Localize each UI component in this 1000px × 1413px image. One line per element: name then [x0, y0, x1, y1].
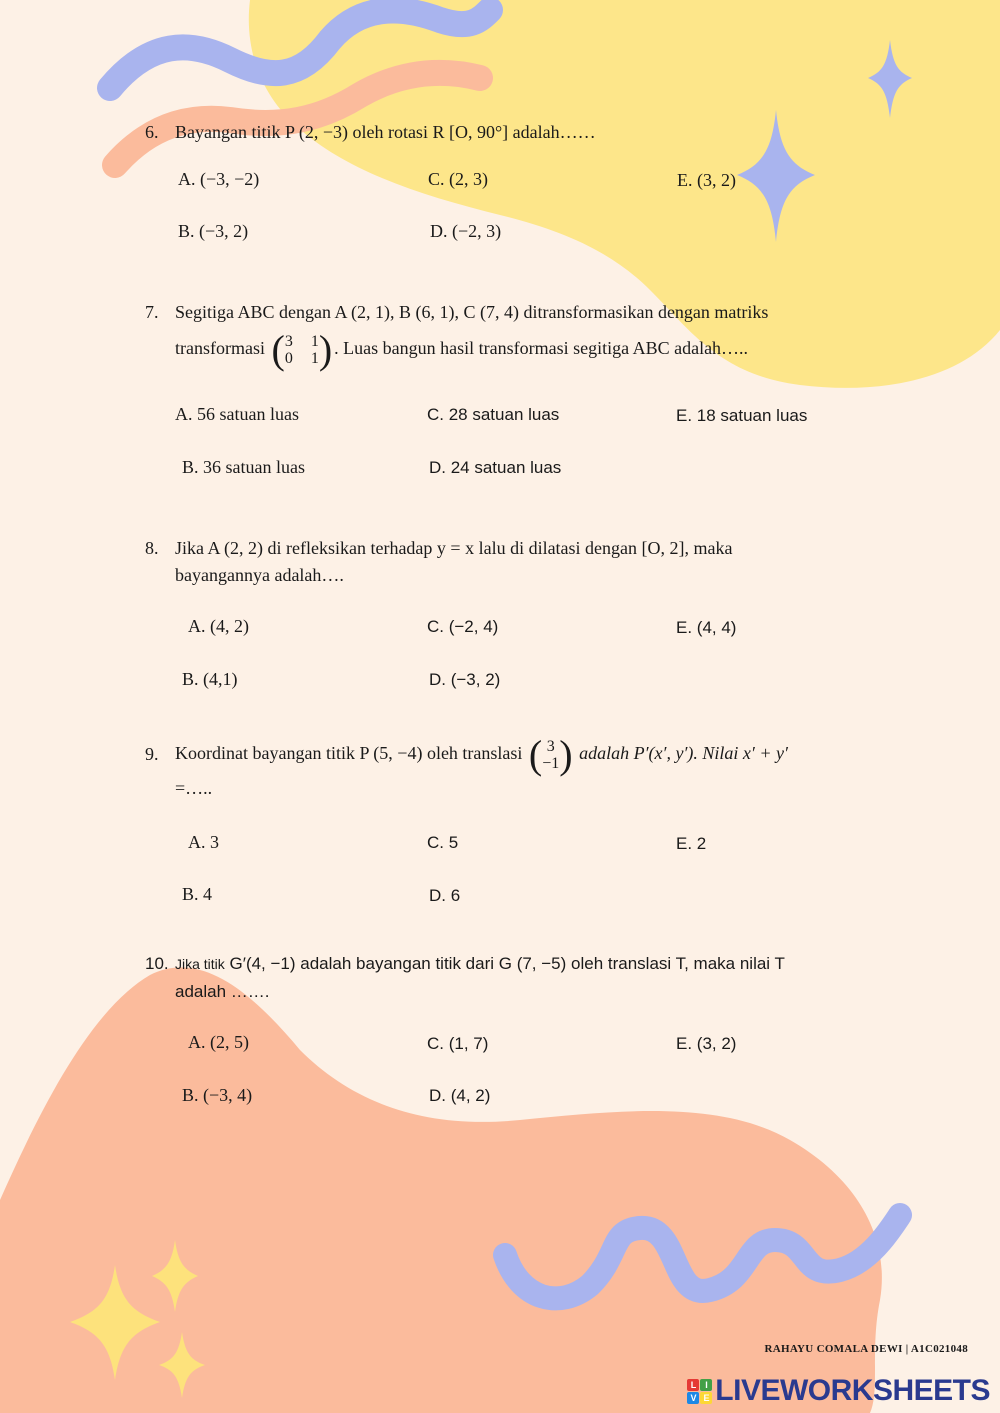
option-9-a[interactable]: A. 3 — [188, 832, 219, 852]
matrix-d: 1 — [310, 350, 319, 367]
text-small: Jika titik — [175, 956, 225, 972]
question-text-line1 — [175, 950, 905, 978]
question-6 — [145, 119, 905, 146]
question-number: 9. — [145, 744, 159, 764]
option-9-b[interactable]: B. 4 — [182, 884, 213, 904]
logo-badge-icon: L I V E — [687, 1379, 712, 1404]
question-text-line2: bayangannya adalah…. — [175, 565, 344, 585]
option-6-a[interactable]: A. (−3, −2) — [178, 169, 260, 189]
question-text-line1: Segitiga ABC dengan A (2, 1), B (6, 1), C (7, 4) ditransformasikan dengan matriks — [175, 302, 769, 322]
option-7-a[interactable]: A. 56 satuan luas — [175, 404, 299, 424]
option-9-e[interactable]: E. 2 — [676, 834, 707, 853]
question-text-line1 — [175, 732, 905, 777]
matrix-b: 1 — [310, 333, 319, 350]
text-after-matrix: . Luas bangun hasil transformasi segitiga ABC adalah….. — [334, 338, 749, 359]
question-text — [175, 299, 905, 370]
question-text — [175, 535, 905, 589]
logo-text: LIVEWORKSHEETS — [715, 1374, 990, 1407]
vector-bottom: −1 — [542, 755, 560, 772]
question-number: 8. — [145, 538, 159, 558]
option-7-e[interactable]: E. 18 satuan luas — [676, 406, 808, 425]
liveworksheets-logo[interactable] — [687, 1374, 990, 1408]
option-8-a[interactable]: A. (4, 2) — [188, 616, 249, 636]
matrix-a: 3 — [284, 333, 293, 350]
option-8-c[interactable]: C. (−2, 4) — [427, 617, 499, 636]
text-before-matrix: transformasi — [175, 338, 265, 359]
question-9 — [145, 732, 905, 802]
question-8 — [145, 535, 905, 589]
question-number: 10. — [145, 954, 169, 973]
question-text: Bayangan titik P (2, −3) oleh rotasi R [O, 90°] adalah…… — [175, 122, 596, 142]
option-10-d[interactable]: D. (4, 2) — [429, 1086, 491, 1105]
option-7-d[interactable]: D. 24 satuan luas — [429, 458, 562, 477]
question-text-line2: adalah ……. — [175, 982, 270, 1001]
author-credit: RAHAYU COMALA DEWI | A1C021048 — [764, 1343, 968, 1355]
question-text-line2: =….. — [175, 778, 213, 798]
option-10-e[interactable]: E. (3, 2) — [676, 1034, 737, 1053]
question-text-line2 — [175, 327, 905, 372]
text-before-vector: Koordinat bayangan titik P (5, −4) oleh translasi — [175, 743, 523, 764]
text-after-vector: adalah P′(x′, y′). Nilai x′ + y′ — [579, 743, 788, 764]
question-text — [175, 732, 905, 802]
question-number: 7. — [145, 302, 159, 322]
option-8-d[interactable]: D. (−3, 2) — [429, 670, 501, 689]
matrix-c: 0 — [284, 350, 293, 367]
option-8-b[interactable]: B. (4,1) — [182, 669, 238, 689]
option-9-c[interactable]: C. 5 — [427, 833, 459, 852]
text-rest: G′(4, −1) adalah bayangan titik dari G (7, −5) oleh translasi T, maka nilai T — [229, 954, 785, 973]
question-number: 6. — [145, 122, 159, 142]
translation-vector: ( 3 −1 ) — [528, 732, 573, 777]
option-10-a[interactable]: A. (2, 5) — [188, 1032, 249, 1052]
question-10 — [145, 950, 905, 1005]
option-10-c[interactable]: C. (1, 7) — [427, 1034, 489, 1053]
option-6-d[interactable]: D. (−2, 3) — [430, 221, 502, 241]
option-8-e[interactable]: E. (4, 4) — [676, 618, 737, 637]
question-text-line1: Jika A (2, 2) di refleksikan terhadap y = x lalu di dilatasi dengan [O, 2], maka — [175, 538, 733, 558]
option-10-b[interactable]: B. (−3, 4) — [182, 1085, 253, 1105]
option-9-d[interactable]: D. 6 — [429, 886, 461, 905]
question-7 — [145, 299, 905, 370]
vector-top: 3 — [546, 738, 555, 755]
question-text — [175, 950, 905, 1005]
option-6-e[interactable]: E. (3, 2) — [677, 170, 736, 190]
option-6-b[interactable]: B. (−3, 2) — [178, 221, 249, 241]
option-7-b[interactable]: B. 36 satuan luas — [182, 457, 305, 477]
option-6-c[interactable]: C. (2, 3) — [428, 169, 488, 189]
transformation-matrix: ( 3 1 0 1 ) — [271, 327, 333, 372]
option-7-c[interactable]: C. 28 satuan luas — [427, 405, 560, 424]
